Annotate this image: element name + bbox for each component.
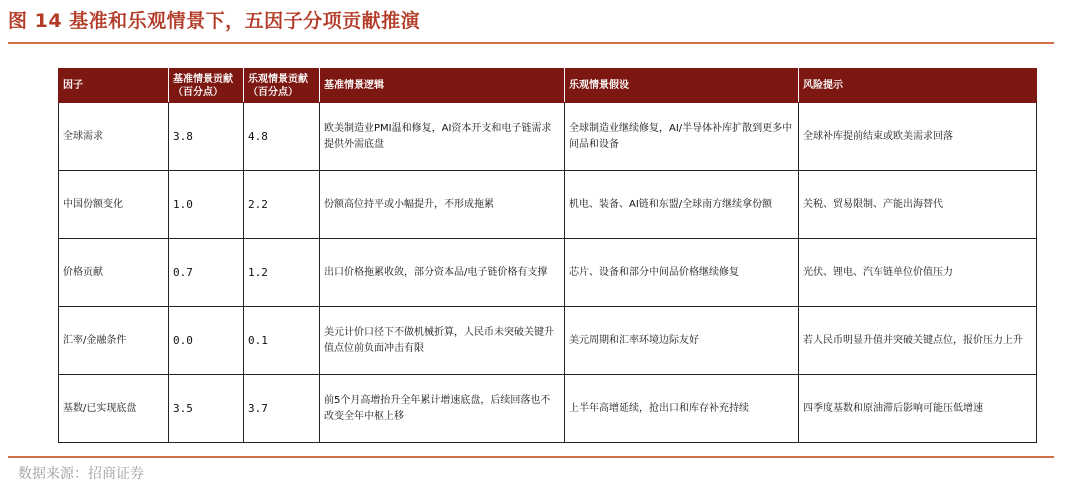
cell-optimistic-assumption: 芯片、设备和部分中间品价格继续修复 [565, 239, 799, 307]
cell-optimistic-value: 3.7 [244, 375, 320, 443]
table-row [59, 171, 1037, 239]
cell-factor: 汇率/金融条件 [59, 307, 169, 375]
table-row [59, 239, 1037, 307]
cell-risk: 光伏、锂电、汽车链单位价值压力 [799, 239, 1037, 307]
cell-base-value: 3.5 [169, 375, 244, 443]
data-source: 数据来源：招商证券 [18, 466, 144, 482]
header-risk: 风险提示 [799, 69, 1037, 103]
cell-risk: 全球补库提前结束或欧美需求回落 [799, 103, 1037, 171]
header-base-contribution: 基准情景贡献（百分点） [169, 69, 244, 103]
cell-base-logic: 出口价格拖累收敛，部分资本品/电子链价格有支撑 [320, 239, 565, 307]
cell-risk: 若人民币明显升值并突破关键点位，报价压力上升 [799, 307, 1037, 375]
cell-base-value: 1.0 [169, 171, 244, 239]
top-divider [8, 42, 1054, 44]
cell-optimistic-value: 2.2 [244, 171, 320, 239]
cell-risk: 四季度基数和原油滞后影响可能压低增速 [799, 375, 1037, 443]
header-row [59, 69, 1037, 103]
cell-factor: 价格贡献 [59, 239, 169, 307]
cell-optimistic-assumption: 全球制造业继续修复，AI/半导体补库扩散到更多中间品和设备 [565, 103, 799, 171]
cell-optimistic-value: 1.2 [244, 239, 320, 307]
cell-base-value: 3.8 [169, 103, 244, 171]
figure-title: 图 14 基准和乐观情景下，五因子分项贡献推演 [8, 10, 421, 32]
cell-optimistic-assumption: 美元周期和汇率环境边际友好 [565, 307, 799, 375]
header-optimistic-assumption: 乐观情景假设 [565, 69, 799, 103]
table-row [59, 375, 1037, 443]
cell-optimistic-assumption: 机电、装备、AI链和东盟/全球南方继续拿份额 [565, 171, 799, 239]
cell-base-value: 0.0 [169, 307, 244, 375]
factor-table [58, 68, 1037, 443]
cell-factor: 基数/已实现底盘 [59, 375, 169, 443]
header-factor: 因子 [59, 69, 169, 103]
header-base-logic: 基准情景逻辑 [320, 69, 565, 103]
cell-optimistic-value: 4.8 [244, 103, 320, 171]
cell-factor: 中国份额变化 [59, 171, 169, 239]
cell-base-value: 0.7 [169, 239, 244, 307]
cell-optimistic-assumption: 上半年高增延续，抢出口和库存补充持续 [565, 375, 799, 443]
cell-base-logic: 美元计价口径下不做机械折算，人民币未突破关键升值点位前负面冲击有限 [320, 307, 565, 375]
table-row [59, 103, 1037, 171]
cell-base-logic: 份额高位持平或小幅提升，不形成拖累 [320, 171, 565, 239]
cell-factor: 全球需求 [59, 103, 169, 171]
cell-optimistic-value: 0.1 [244, 307, 320, 375]
header-optimistic-contribution: 乐观情景贡献（百分点） [244, 69, 320, 103]
cell-base-logic: 欧美制造业PMI温和修复，AI资本开支和电子链需求提供外需底盘 [320, 103, 565, 171]
cell-risk: 关税、贸易限制、产能出海替代 [799, 171, 1037, 239]
bottom-divider [8, 456, 1054, 458]
table-row [59, 307, 1037, 375]
cell-base-logic: 前5个月高增抬升全年累计增速底盘，后续回落也不改变全年中枢上移 [320, 375, 565, 443]
